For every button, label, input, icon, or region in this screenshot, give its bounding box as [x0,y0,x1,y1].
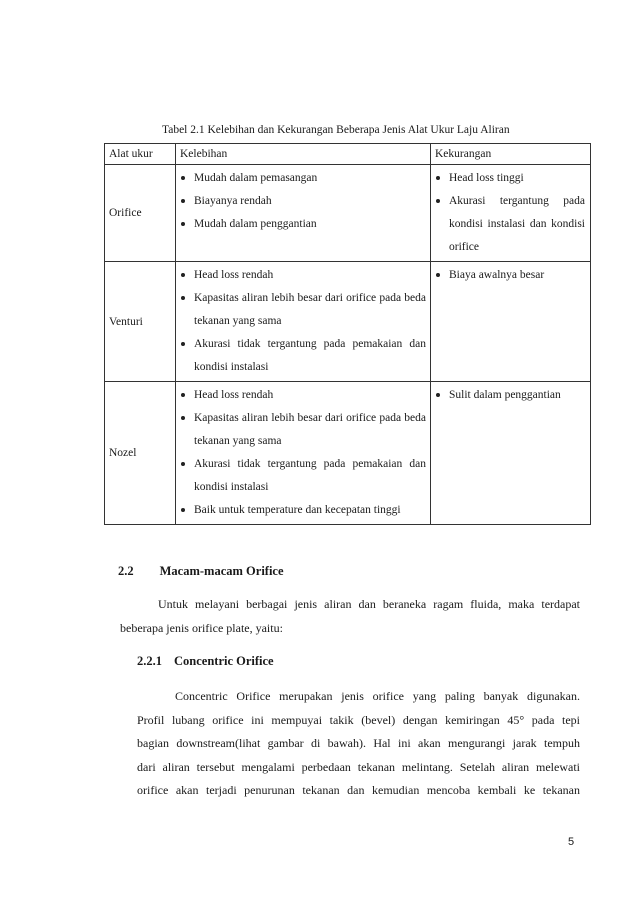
bullet-icon [181,508,185,512]
comparison-table [104,143,591,525]
cell-kekurangan-venturi [431,262,591,382]
body-line-3: bagian downstream(lihat gambar di bawah). Hal ini akan mengurangi jarak tempuh [137,736,580,750]
table-row-nozel [105,382,591,525]
subsection-title: Concentric Orifice [174,654,274,668]
cell-kekurangan-orifice [431,165,591,262]
table-row-orifice [105,165,591,262]
list-item: Biayanya rendah [176,190,426,213]
list-item: Akurasi tergantung pada kondisi instalasi dan kondisi orifice [431,190,585,259]
table-caption: Tabel 2.1 Kelebihan dan Kekurangan Beberapa Jenis Alat Ukur Laju Aliran [162,124,510,136]
cell-alat-nozel: Nozel [105,382,176,525]
list-item: Mudah dalam penggantian [176,213,426,236]
subsection-number: 2.2.1 [137,654,162,668]
intro-line-2: beberapa jenis orifice plate, yaitu: [120,620,283,635]
body-line-1: Concentric Orifice merupakan jenis orifice yang paling banyak digunakan. [175,689,580,703]
bullet-icon [181,176,185,180]
bullet-icon [181,199,185,203]
header-kekurangan: Kekurangan [431,144,591,165]
list-item: Baik untuk temperature dan kecepatan tinggi [176,499,426,522]
page-number: 5 [568,836,575,848]
cell-alat-orifice: Orifice [105,165,176,262]
subsection-heading [137,654,274,669]
list-item: Head loss rendah [176,264,426,287]
bullet-icon [436,393,440,397]
bullet-icon [181,462,185,466]
body-paragraph [137,685,580,803]
header-alat-ukur: Alat ukur [105,144,176,165]
bullet-icon [181,273,185,277]
body-line-5: orifice akan terjadi penurunan tekanan dan kemudian mencoba kembali ke tekanan [137,783,580,797]
cell-kelebihan-orifice [176,165,431,262]
cell-kekurangan-nozel [431,382,591,525]
table-header-row [105,144,591,165]
bullet-icon [181,342,185,346]
header-kelebihan: Kelebihan [176,144,431,165]
bullet-icon [181,222,185,226]
cell-alat-venturi: Venturi [105,262,176,382]
list-item: Akurasi tidak tergantung pada pemakaian dan kondisi instalasi [176,453,426,499]
list-item: Sulit dalam penggantian [431,384,585,407]
list-item: Akurasi tidak tergantung pada pemakaian dan kondisi instalasi [176,333,426,379]
list-item: Kapasitas aliran lebih besar dari orifice pada beda tekanan yang sama [176,407,426,453]
cell-kelebihan-nozel [176,382,431,525]
intro-line-1: Untuk melayani berbagai jenis aliran dan beraneka ragam fluida, maka terdapat [158,597,580,611]
table-row-venturi [105,262,591,382]
intro-paragraph [120,593,580,640]
body-line-4: dari aliran tersebut mengalami perbedaan tekanan melintang. Setelah aliran melewati [137,759,580,774]
body-line-2: Profil lubang orifice ini mempuyai takik (bevel) dengan kemiringan 45° pada tepi [137,712,580,727]
list-item: Mudah dalam pemasangan [176,167,426,190]
bullet-icon [436,176,440,180]
list-item: Head loss tinggi [431,167,585,190]
section-heading [118,564,284,579]
list-item: Head loss rendah [176,384,426,407]
bullet-icon [181,296,185,300]
bullet-icon [181,416,185,420]
bullet-icon [436,199,440,203]
section-number: 2.2 [118,564,134,578]
section-title: Macam-macam Orifice [159,564,284,578]
list-item: Kapasitas aliran lebih besar dari orifice pada beda tekanan yang sama [176,287,426,333]
bullet-icon [436,273,440,277]
cell-kelebihan-venturi [176,262,431,382]
list-item: Biaya awalnya besar [431,264,585,287]
bullet-icon [181,393,185,397]
